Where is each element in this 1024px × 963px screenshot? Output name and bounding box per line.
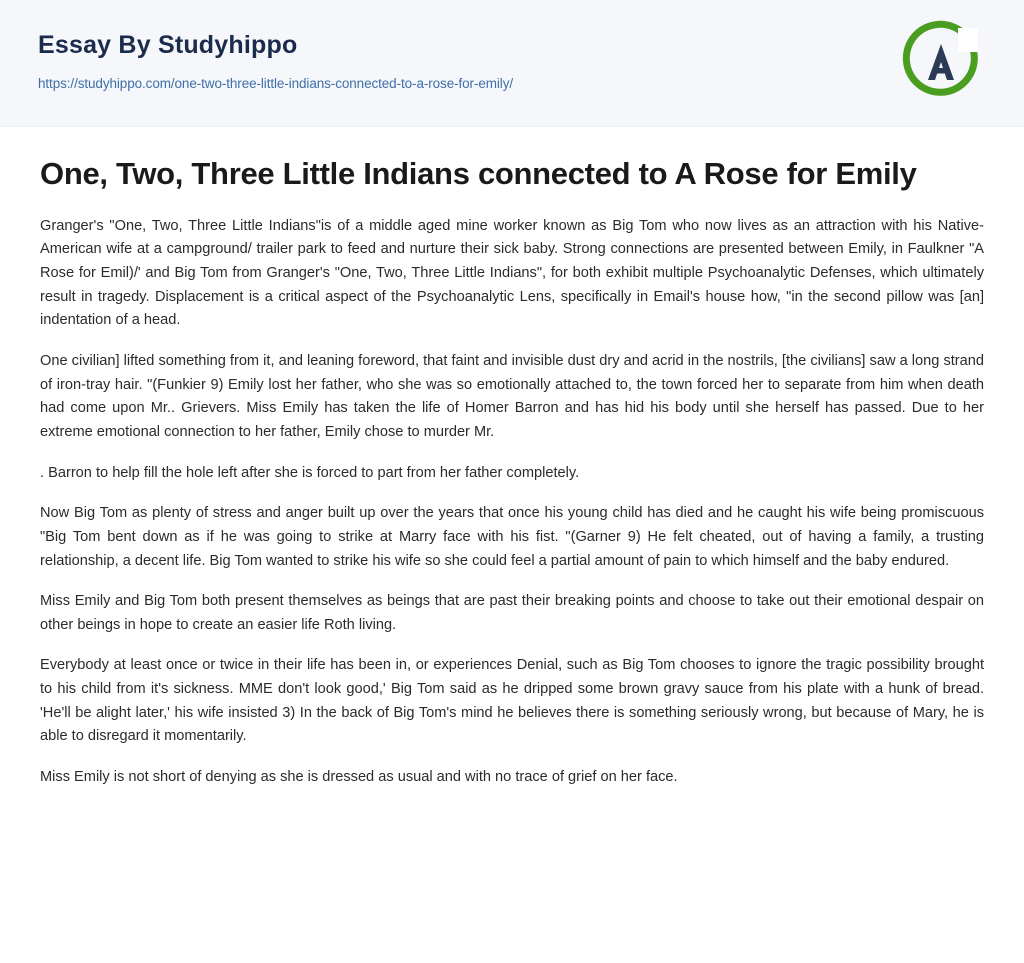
site-header	[0, 0, 1024, 127]
paragraph: Now Big Tom as plenty of stress and anger built up over the years that once his young child has died and he caught his wife being promiscuous "Big Tom bent down as if he was going to strike at Marry face with his fist. "(Garner 9) He felt cheated, out of having a family, a trusting relationship, a decent life. Big Tom wanted to strike his wife so she could feel a partial amount of pain to which himself and the baby endured.	[40, 505, 984, 569]
page-title: One, Two, Three Little Indians connected to A Rose for Emily	[40, 156, 917, 191]
article-body	[40, 215, 984, 790]
paragraph: Miss Emily and Big Tom both present themselves as beings that are past their breaking points and choose to take out their emotional despair on other beings in hope to create an easier life Roth living.	[40, 593, 984, 633]
article-container	[0, 127, 1024, 810]
paragraph: One civilian] lifted something from it, and leaning foreword, that faint and invisible dust dry and acrid in the nostrils, [the civilians] saw a long strand of iron-tray hair. "(Funkier 9) Emily lost her father, who she was so emotionally attached to, the town forced her to separate from him when death had come upon Mr.. Grievers. Miss Emily has taken the life of Homer Barron and has hid his body until she herself has passed. Due to her extreme emotional connection to her father, Emily chose to murder Mr.	[40, 353, 984, 440]
site-url[interactable]: https://studyhippo.com/one-two-three-little-indians-connected-to-a-rose-for-emily/	[38, 76, 514, 91]
paragraph: Everybody at least once or twice in their life has been in, or experiences Denial, such as Big Tom chooses to ignore the tragic possibility brought to his child from it's sickness. MME don't look good,' Big Tom said as he dripped some brown gravy sauce from his plate with a hunk of bread. 'He'll be alight later,' his wife insisted 3) In the back of Big Tom's mind he believes there is something seriously wrong, but because of Mary, he is able to disregard it momentarily.	[40, 657, 984, 745]
paragraph: . Barron to help fill the hole left after she is forced to part from her father completely.	[40, 464, 580, 481]
studyhippo-logo-icon	[898, 20, 984, 106]
paragraph: Granger's "One, Two, Three Little Indians"is of a middle aged mine worker known as Big Tom who now lives as an attraction with his Native- American wife at a campground/ trailer park to feed and nurture their sick baby. Strong connections are presented between Emily, in Faulkner "A Rose for Emil)/' and Big Tom from Granger's "One, Two, Three Little Indians", for both exhibit multiple Psychoanalytic Defenses, which ultimately result in tragedy. Displacement is a critical aspect of the Psychoanalytic Lens, specifically in Email's house how, "in the second pillow was [an] indentation of a head.	[40, 217, 984, 329]
site-brand: Essay By Studyhippo	[38, 31, 298, 59]
paragraph: Miss Emily is not short of denying as she is dressed as usual and with no trace of grief on her face.	[40, 768, 678, 785]
